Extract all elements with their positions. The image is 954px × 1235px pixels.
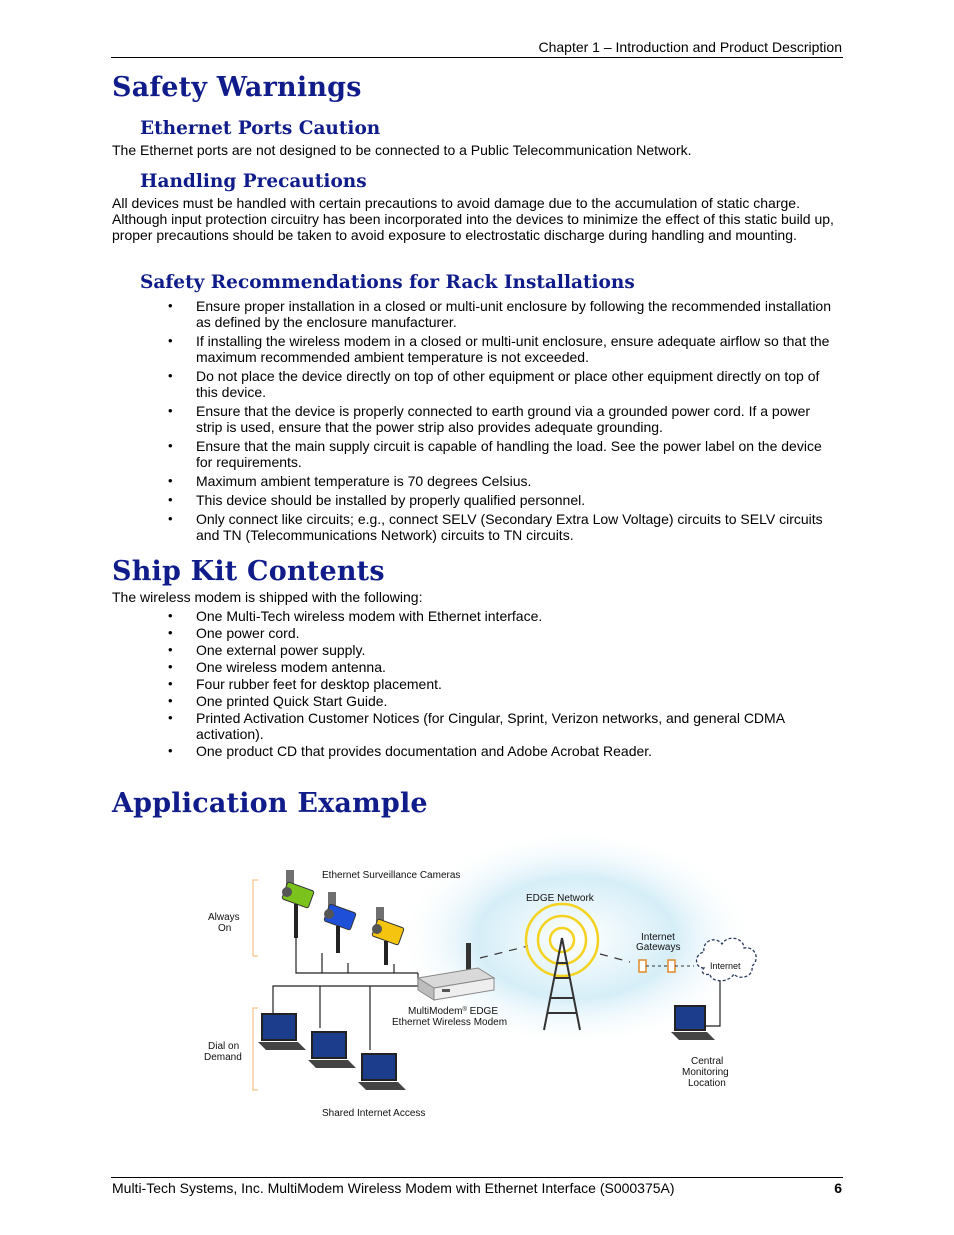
handling-precautions-text: All devices must be handled with certain precautions to avoid damage due to the accumulation of static charge. Although input protection circuitry has been incorporated into the devices to minimize the effect of this static build up, proper precautions should be taken to avoid exposure to electrostatic discharge during handling and mounting.	[112, 195, 834, 243]
always-on-label-line2: On	[218, 923, 232, 934]
heading-rack-installations: Safety Recommendations for Rack Installations	[140, 272, 635, 293]
list-item: • One Multi-Tech wireless modem with Ethernet interface.	[168, 608, 836, 624]
central-monitoring-label-line3: Location	[688, 1078, 726, 1089]
heading-safety-warnings: Safety Warnings	[112, 72, 362, 103]
header-rule	[111, 57, 843, 58]
central-monitoring-label-line2: Monitoring	[682, 1067, 729, 1078]
list-item: • Ensure that the main supply circuit is capable of handling the load. See the power label on the device for requirements.	[168, 438, 836, 470]
gateways-label-line2: Gateways	[636, 942, 681, 953]
list-item: • Ensure proper installation in a closed or multi-unit enclosure by following the recommended installation as defined by the enclosure manufacturer.	[168, 298, 836, 330]
footer-document-title: Multi-Tech Systems, Inc. MultiModem Wireless Modem with Ethernet Interface (S000375A)	[112, 1180, 675, 1196]
always-on-label-line1: Always	[208, 912, 240, 923]
modem-label-line2: Ethernet Wireless Modem	[392, 1017, 508, 1028]
list-item: • One printed Quick Start Guide.	[168, 693, 836, 709]
footer-rule	[111, 1177, 843, 1178]
dial-on-demand-label-line2: Demand	[204, 1052, 242, 1063]
rack-recommendations-list	[168, 298, 836, 546]
heading-application-example: Application Example	[112, 788, 428, 819]
modem-label-line1: MultiModem® EDGE	[408, 1006, 499, 1017]
ethernet-caution-text: The Ethernet ports are not designed to be connected to a Public Telecommunication Network.	[112, 142, 692, 158]
list-item: • One wireless modem antenna.	[168, 659, 836, 675]
application-diagram	[198, 828, 760, 1118]
edge-network-label: EDGE Network	[526, 893, 594, 904]
shared-internet-access-label: Shared Internet Access	[322, 1108, 426, 1118]
list-item: • Printed Activation Customer Notices (for Cingular, Sprint, Verizon networks, and general CDMA activation).	[168, 710, 836, 742]
central-monitoring-label-line1: Central	[691, 1056, 724, 1067]
list-item: • Ensure that the device is properly connected to earth ground via a grounded power cord. If a power strip is used, ensure that the power strip also provides adequate grounding.	[168, 403, 836, 435]
heading-ship-kit-contents: Ship Kit Contents	[112, 556, 385, 587]
ship-kit-intro: The wireless modem is shipped with the following:	[112, 589, 423, 605]
ship-kit-list	[168, 608, 836, 760]
gateways-label-line1: Internet	[641, 932, 675, 943]
list-item: • If installing the wireless modem in a closed or multi-unit enclosure, ensure adequate airflow so that the maximum recommended ambient temperature is not exceeded.	[168, 333, 836, 365]
list-item: • One power cord.	[168, 625, 836, 641]
list-item: • Do not place the device directly on top of other equipment or place other equipment directly on top of this device.	[168, 368, 836, 400]
list-item: • Only connect like circuits; e.g., connect SELV (Secondary Extra Low Voltage) circuits to SELV circuits and TN (Telecommunications Network) circuits to TN circuits.	[168, 511, 836, 543]
list-item: • Maximum ambient temperature is 70 degrees Celsius.	[168, 473, 836, 489]
heading-ethernet-ports-caution: Ethernet Ports Caution	[140, 118, 381, 139]
chapter-title: Chapter 1 – Introduction and Product Description	[538, 39, 842, 55]
list-item: • One external power supply.	[168, 642, 836, 658]
dial-on-demand-label-line1: Dial on	[208, 1041, 240, 1052]
page-number: 6	[834, 1180, 842, 1196]
internet-label: Internet	[710, 961, 741, 971]
list-item: • Four rubber feet for desktop placement.	[168, 676, 836, 692]
list-item: • One product CD that provides documentation and Adobe Acrobat Reader.	[168, 743, 836, 759]
list-item: • This device should be installed by properly qualified personnel.	[168, 492, 836, 508]
heading-handling-precautions: Handling Precautions	[140, 171, 367, 192]
cameras-label: Ethernet Surveillance Cameras	[322, 870, 461, 881]
